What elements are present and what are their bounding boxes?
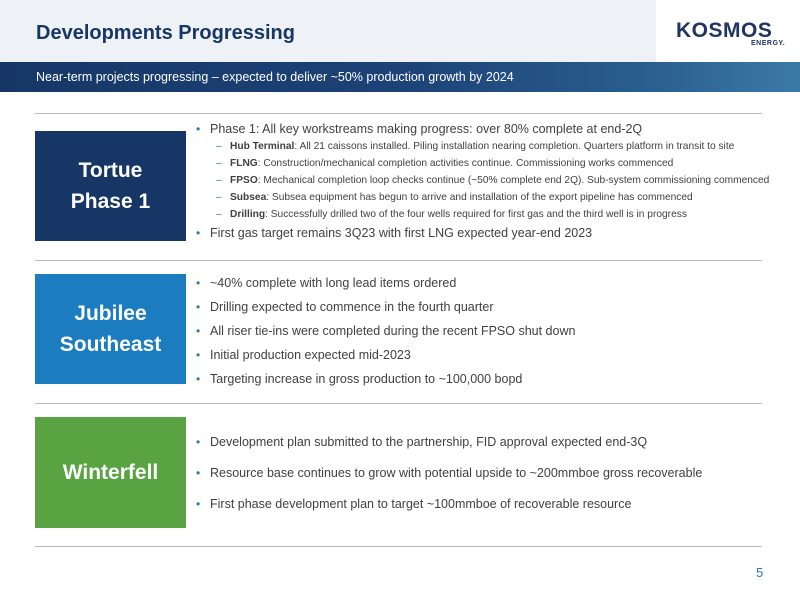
section-label-line1: Winterfell <box>62 461 159 484</box>
kosmos-logo <box>656 0 800 62</box>
sub-bullet-text: : All 21 caissons installed. Piling installation nearing completion. Quarters platform in transit to site <box>294 141 735 152</box>
sub-bullet-term: FLNG <box>230 158 258 169</box>
bullet-item: • ~40% complete with long lead items ordered <box>194 276 780 300</box>
tortue-bullets <box>194 122 780 240</box>
sub-bullet-item <box>194 191 780 204</box>
bullet-item: • Phase 1: All key workstreams making progress: over 80% complete at end-2Q <box>194 122 780 136</box>
subtitle-banner <box>0 62 800 92</box>
dash-marker: – <box>216 141 222 152</box>
sub-bullet-item <box>194 208 780 221</box>
divider-bottom <box>35 546 762 547</box>
logo-subtext: ENERGY. <box>751 40 786 47</box>
winterfell-bullets <box>194 435 780 528</box>
sub-bullet-text: : Mechanical completion loop checks continue (~50% complete end 2Q). Sub-system commissioning commenced <box>257 175 770 186</box>
sub-bullet-item <box>194 140 780 153</box>
dash-marker: – <box>216 192 222 203</box>
bullet-item: • All riser tie-ins were completed during the recent FPSO shut down <box>194 324 780 348</box>
bullet-item: • First phase development plan to target ~100mmboe of recoverable resource <box>194 497 780 528</box>
divider-1 <box>35 260 762 261</box>
divider-top <box>35 113 762 114</box>
bullet-item: • Initial production expected mid-2023 <box>194 348 780 372</box>
banner-text: Near-term projects progressing – expected to deliver ~50% production growth by 2024 <box>36 70 514 84</box>
sub-bullet-term: Subsea <box>230 192 267 203</box>
sub-bullet-text: : Successfully drilled two of the four wells required for first gas and the third well is in progress <box>265 209 687 220</box>
bullet-item: • First gas target remains 3Q23 with first LNG expected year-end 2023 <box>194 226 780 240</box>
logo-wordmark: KOSMOS <box>676 19 773 42</box>
sub-bullet-text: : Subsea equipment has begun to arrive and installation of the export pipeline has commenced <box>266 192 693 203</box>
bullet-item: • Development plan submitted to the partnership, FID approval expected end-3Q <box>194 435 780 466</box>
sub-bullet-text: : Construction/mechanical completion activities continue. Commissioning works commenced <box>257 158 674 169</box>
sub-bullet-term: FPSO <box>230 175 258 186</box>
bullet-item: • Targeting increase in gross production to ~100,000 bopd <box>194 372 780 396</box>
section-label-line2: Southeast <box>59 333 162 356</box>
slide-title: Developments Progressing <box>36 22 295 44</box>
dash-marker: – <box>216 158 222 169</box>
section-label-winterfell <box>35 417 186 528</box>
bullet-item: • Drilling expected to commence in the fourth quarter <box>194 300 780 324</box>
page-number: 5 <box>756 565 764 580</box>
sub-bullet-item <box>194 157 780 170</box>
section-label-line1: Tortue <box>78 159 143 182</box>
sub-bullet-term: Drilling <box>230 209 266 220</box>
section-label-tortue <box>35 131 186 241</box>
jubilee-bullets <box>194 276 780 396</box>
sub-bullet-item <box>194 174 780 187</box>
section-label-line1: Jubilee <box>74 302 147 325</box>
sub-bullet-term: Hub Terminal <box>230 141 295 152</box>
section-label-line2: Phase 1 <box>70 190 151 213</box>
divider-2 <box>35 403 762 404</box>
dash-marker: – <box>216 175 222 186</box>
dash-marker: – <box>216 209 222 220</box>
slide-header <box>0 0 800 62</box>
section-label-jubilee <box>35 274 186 384</box>
bullet-item: • Resource base continues to grow with potential upside to ~200mmboe gross recoverable <box>194 466 780 497</box>
